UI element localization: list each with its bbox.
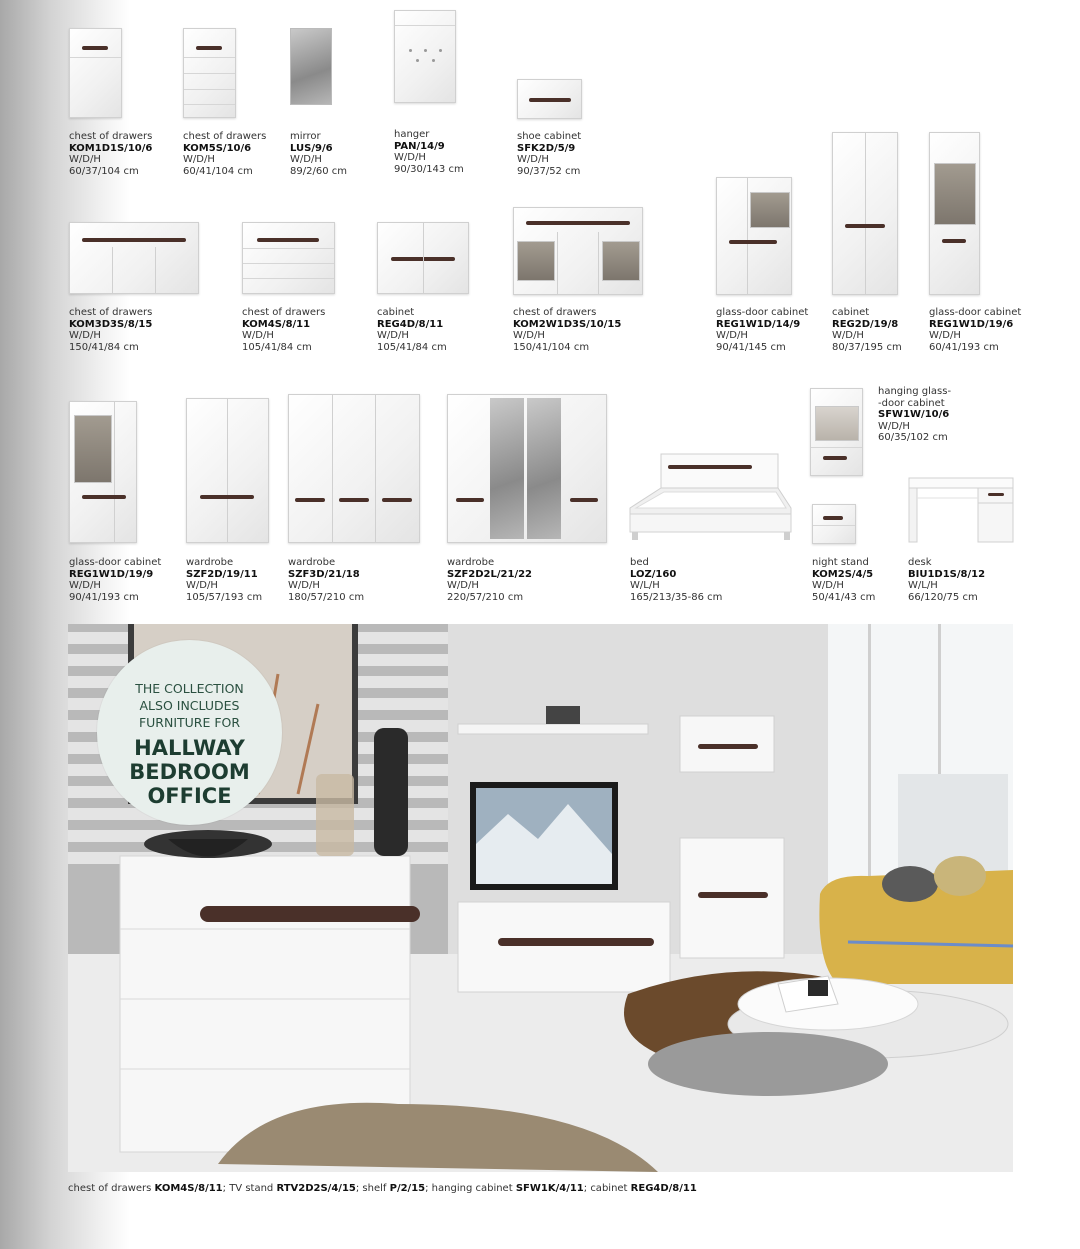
- dims-value: 90/37/52 cm: [517, 165, 581, 177]
- caption-code: SFW1K/4/11: [515, 1183, 584, 1194]
- dims-label: W/D/H: [242, 330, 274, 341]
- chest-image: [183, 28, 236, 118]
- product-caption: [186, 557, 262, 603]
- chest-image: [242, 222, 335, 294]
- product-caption: [242, 307, 325, 353]
- dims-value: 105/41/84 cm: [242, 341, 312, 353]
- dims-label: W/D/H: [69, 154, 101, 165]
- badge-room-office: OFFICE: [147, 784, 232, 808]
- dims-value: 105/41/84 cm: [377, 341, 447, 353]
- product-caption: [832, 307, 902, 353]
- caption-text: ; shelf: [355, 1183, 390, 1194]
- product-type: cabinet: [377, 307, 415, 318]
- wardrobe-image: [447, 394, 607, 543]
- product-code: PAN/14/9: [394, 140, 445, 152]
- dims-label: W/D/H: [716, 330, 748, 341]
- product-caption: [447, 557, 532, 603]
- badge-line-1: THE COLLECTION: [135, 681, 244, 696]
- wardrobe-image: [186, 398, 269, 543]
- collection-badge: [97, 640, 282, 825]
- dims-label: W/D/H: [183, 154, 215, 165]
- dims-label: W/D/H: [394, 152, 426, 163]
- dims-value: 60/41/104 cm: [183, 165, 253, 177]
- dims-label: W/D/H: [832, 330, 864, 341]
- dims-label: W/D/H: [69, 330, 101, 341]
- dims-value: 60/41/193 cm: [929, 341, 999, 353]
- caption-code: P/2/15: [389, 1183, 426, 1194]
- desk-image: [908, 476, 1014, 544]
- dims-label: W/D/H: [186, 580, 218, 591]
- caption-code: KOM4S/8/11: [154, 1183, 223, 1194]
- product-code: KOM3D3S/8/15: [69, 318, 153, 330]
- product-caption: [69, 557, 161, 603]
- dims-label: W/D/H: [447, 580, 479, 591]
- product-code: SZF3D/21/18: [288, 568, 360, 580]
- chest-image: [513, 207, 643, 295]
- product-type: glass-door cabinet: [716, 307, 809, 318]
- product-type: wardrobe: [288, 557, 336, 568]
- dims-label: W/D/H: [878, 420, 910, 432]
- product-code: KOM2W1D3S/10/15: [513, 318, 622, 330]
- product-type: glass-door cabinet: [929, 307, 1022, 318]
- product-caption: [630, 557, 722, 603]
- product-type: mirror: [290, 131, 321, 142]
- dims-value: 150/41/84 cm: [69, 341, 139, 353]
- hanging-cabinet-image: [810, 388, 863, 476]
- dims-label: W/D/H: [513, 330, 545, 341]
- dims-label: W/D/H: [929, 330, 961, 341]
- dims-value: 80/37/195 cm: [832, 341, 902, 353]
- product-caption: [183, 131, 266, 177]
- product-code: KOM2S/4/5: [812, 568, 874, 580]
- product-caption: [394, 129, 464, 175]
- hanger-image: [394, 10, 456, 103]
- badge-room-hallway: HALLWAY: [134, 736, 245, 760]
- product-caption: [513, 307, 621, 353]
- product-code: SZF2D/19/11: [186, 568, 258, 580]
- product-caption: [908, 557, 985, 603]
- product-type: wardrobe: [447, 557, 495, 568]
- product-type: wardrobe: [186, 557, 234, 568]
- dims-label: W/L/H: [908, 580, 938, 591]
- cabinet-image: [377, 222, 469, 294]
- product-type: glass-door cabinet: [69, 557, 162, 568]
- product-code: REG1W1D/19/9: [69, 568, 154, 580]
- product-type: hanger: [394, 129, 430, 140]
- dims-value: 150/41/104 cm: [513, 341, 590, 353]
- product-caption: [288, 557, 364, 603]
- glass-cabinet-image: [716, 177, 792, 295]
- product-type: chest of drawers: [69, 307, 153, 318]
- product-code: LOZ/160: [630, 568, 677, 580]
- wardrobe-image: [288, 394, 420, 543]
- product-caption: [878, 386, 951, 444]
- glass-cabinet-image: [69, 401, 137, 543]
- product-type: cabinet: [832, 307, 870, 318]
- chest-image: [69, 222, 199, 294]
- dims-label: W/D/H: [288, 580, 320, 591]
- product-code: KOM1D1S/10/6: [69, 142, 153, 154]
- product-caption: [517, 131, 581, 177]
- product-code: REG2D/19/8: [832, 318, 899, 330]
- dims-value: 50/41/43 cm: [812, 591, 876, 603]
- photo-caption: [68, 1183, 697, 1194]
- caption-code: RTV2D2S/4/15: [276, 1183, 356, 1194]
- product-type: desk: [908, 557, 932, 568]
- dims-value: 66/120/75 cm: [908, 591, 978, 603]
- product-caption: [812, 557, 875, 603]
- chest-image: [69, 28, 122, 118]
- dims-label: W/L/H: [630, 580, 660, 591]
- product-caption: [716, 307, 808, 353]
- dims-value: 220/57/210 cm: [447, 591, 524, 603]
- dims-label: W/D/H: [69, 580, 101, 591]
- product-code: LUS/9/6: [290, 142, 333, 154]
- dims-value: 90/41/145 cm: [716, 341, 786, 353]
- product-type: night stand: [812, 557, 869, 568]
- product-type: chest of drawers: [183, 131, 267, 142]
- product-code: KOM5S/10/6: [183, 142, 252, 154]
- dims-value: 60/35/102 cm: [878, 432, 948, 443]
- caption-code: REG4D/8/11: [630, 1183, 697, 1194]
- dims-value: 105/57/193 cm: [186, 591, 263, 603]
- badge-line-2: ALSO INCLUDES: [139, 698, 240, 713]
- badge-line-3: FURNITURE FOR: [138, 715, 241, 730]
- dims-value: 165/213/35-86 cm: [630, 591, 723, 603]
- product-code: REG1W1D/19/6: [929, 318, 1014, 330]
- product-type: chest of drawers: [513, 307, 597, 318]
- dims-value: 90/30/143 cm: [394, 163, 464, 175]
- glass-cabinet-image: [929, 132, 980, 295]
- dims-label: W/D/H: [290, 154, 322, 165]
- bed-image: [628, 452, 793, 544]
- product-type: chest of drawers: [69, 131, 153, 142]
- product-code: SFW1W/10/6: [878, 409, 950, 420]
- product-type: shoe cabinet: [517, 131, 582, 142]
- product-code: KOM4S/8/11: [242, 318, 311, 330]
- product-type: hanging glass- -door cabinet: [878, 386, 952, 409]
- product-caption: [377, 307, 447, 353]
- product-caption: [69, 307, 152, 353]
- dims-value: 89/2/60 cm: [290, 165, 347, 177]
- cabinet-image: [832, 132, 898, 295]
- product-code: REG1W1D/14/9: [716, 318, 801, 330]
- product-caption: [69, 131, 152, 177]
- dims-label: W/D/H: [377, 330, 409, 341]
- caption-text: ; hanging cabinet: [425, 1183, 516, 1194]
- product-caption: [290, 131, 347, 177]
- caption-text: ; TV stand: [222, 1183, 277, 1194]
- nightstand-image: [812, 504, 856, 544]
- caption-text: ; cabinet: [583, 1183, 631, 1194]
- product-code: SFK2D/5/9: [517, 142, 576, 154]
- product-caption: [929, 307, 1021, 353]
- dims-value: 180/57/210 cm: [288, 591, 365, 603]
- product-code: REG4D/8/11: [377, 318, 444, 330]
- dims-label: W/D/H: [517, 154, 549, 165]
- caption-text: chest of drawers: [68, 1183, 155, 1194]
- badge-room-bedroom: BEDROOM: [129, 760, 250, 784]
- dims-value: 60/37/104 cm: [69, 165, 139, 177]
- dims-label: W/D/H: [812, 580, 844, 591]
- product-type: chest of drawers: [242, 307, 326, 318]
- shoe-cabinet-image: [517, 79, 582, 119]
- dims-value: 90/41/193 cm: [69, 591, 139, 603]
- product-type: bed: [630, 557, 649, 568]
- product-code: BIU1D1S/8/12: [908, 568, 986, 580]
- mirror-image: [290, 28, 332, 105]
- product-code: SZF2D2L/21/22: [447, 568, 533, 580]
